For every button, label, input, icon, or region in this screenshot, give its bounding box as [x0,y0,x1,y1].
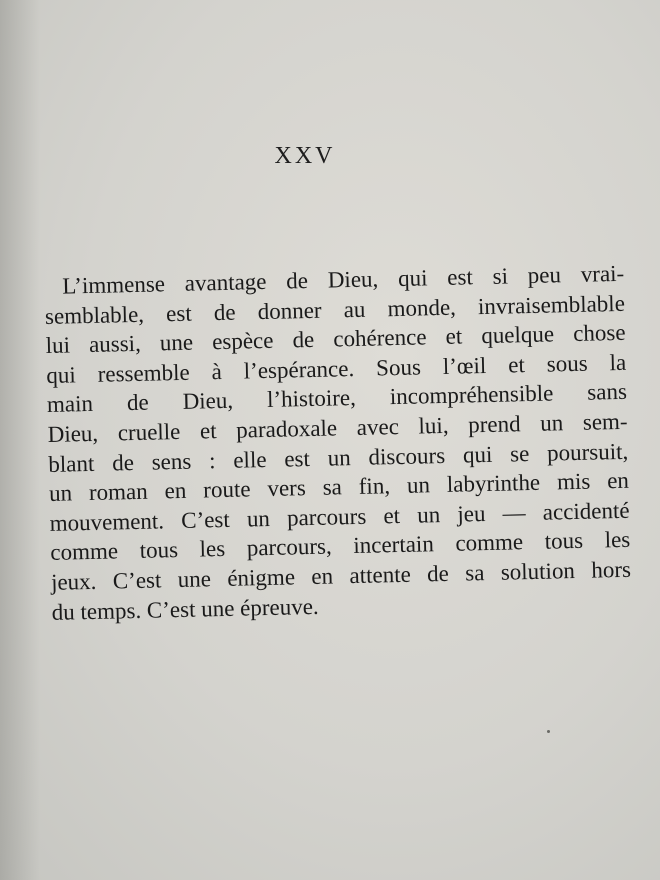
text-line: comme tous les parcours, incertain comme tous les [50,527,631,566]
text-line: blant de sens : elle est un discours qui se poursuit, [48,438,629,477]
text-line: un roman en route vers sa fin, un labyrinthe mis en [48,467,630,507]
paper-speck [547,730,550,733]
chapter-heading: XXV [274,143,336,169]
text-line: L’immense avantage de Dieu, qui est si peu vrai- [62,260,625,299]
text-line: lui aussi, une espèce de cohérence et quelque chose [45,320,626,359]
chapter-paragraph [44,259,632,627]
text-line: semblable, est de donner au monde, invraisemblable [44,290,626,329]
spine-shadow [0,0,40,880]
text-line: mouvement. C’est un parcours et un jeu — accidenté [49,497,630,536]
text-line: main de Dieu, l’histoire, incompréhensible sans [46,379,628,418]
text-line: qui ressemble à l’espérance. Sous l’œil et sous la [46,349,627,388]
text-line: Dieu, cruelle et paradoxale avec lui, prend un sem- [47,408,628,447]
text-line: jeux. C’est une énigme en attente de sa solution hors [50,556,632,595]
text-line: du temps. C’est une épreuve. [51,593,319,625]
